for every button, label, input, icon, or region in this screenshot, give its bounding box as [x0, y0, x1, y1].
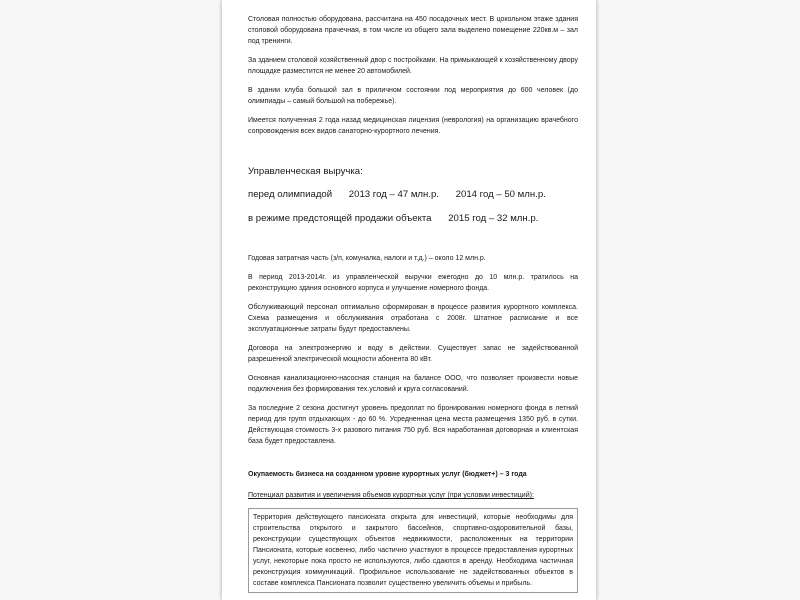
revenue-line-2-label: в режиме предстоящей продажи объекта — [248, 213, 432, 224]
payback-heading: Окупаемость бизнеса на созданном уровне курортных услуг (бюджет+) – 3 года — [248, 471, 527, 478]
potential-subheading: Потенциал развития и увеличения объемов курортных услуг (при условии инвестиций): — [248, 492, 534, 499]
paragraph-license: Имеется полученная 2 года назад медицинская лицензия (неврология) на организацию врачебного сопровождения всех видов санаторно-курортного лечения. — [248, 117, 578, 135]
revenue-line-1-label: перед олимпиадой — [248, 189, 333, 200]
revenue-line-2 — [248, 212, 578, 225]
paragraph-staff: Обслуживающий персонал оптимально сформирован в процессе развития курортного комплекса. Схема размещения и обслуживания отработана с 2008г. Штатное расписание и все эксплуатационные затраты будут предоставлены. — [248, 304, 578, 333]
paragraph-canteen: Столовая полностью оборудована, рассчитана на 450 посадочных мест. В цокольном этаже здания столовой оборудована прачечная, в том числе из общего зала выделено помещение 220кв.м – зал под тренинги. — [248, 16, 578, 45]
revenue-2014: 2014 год – 50 млн.р. — [455, 189, 546, 200]
paragraph-sewage: Основная канализационно-насосная станция на балансе ООО, что позволяет произвести новые подключения без формирования тех.условий и круга согласований. — [248, 375, 578, 393]
revenue-2013: 2013 год – 47 млн.р. — [348, 189, 439, 200]
paragraph-utilities: Договора на электроэнергию и воду в действии. Существует запас не задействованной разрешенной электрической мощности абонента 80 кВт. — [248, 345, 578, 363]
investment-box: Территория действующего пансионата открыта для инвестиций, которые необходимы для строительства открытого и закрытого бассейнов, спортивно-оздоровительной базы, реконструкции существующих объектов недвижимости, расположенных на территории Пансионата, которые косвенно, либо частично участвуют в процессе предоставления курортных услуг, некоторые пока просто не используются, либо сдаются в аренду. Необходима частичная реконструкция коммуникаций. Профильное использование не задействованных объектов в составе комплекса Пансионата позволит существенно увеличить объемы и прибыль. — [248, 508, 578, 593]
document-content — [248, 14, 578, 593]
paragraph-bookings: За последние 2 сезона достигнут уровень предоплат по бронированию номерного фонда в летний период для групп отдыхающих - до 60 %. Усредненная цена места размещения 1350 руб. в сутки. Действующая стоимость 3-х разового питания 750 руб. Вся наработанная договорная и клиентская база будет предоставлена. — [248, 405, 578, 445]
paragraph-costs: Годовая затратная часть (з/п, комуналка, налоги и т.д.) – около 12 млн.р. — [248, 255, 486, 262]
revenue-line-1 — [248, 188, 578, 201]
paragraph-club: В здании клуба большой зал в приличном состоянии под мероприятия до 600 человек (до олимпиады – самый большой на побережье). — [248, 87, 578, 105]
paragraph-reconstruction: В период 2013-2014г. из управленческой выручки ежегодно до 10 млн.р. тратилось на реконструкцию здания основного корпуса и улучшение номерного фонда. — [248, 274, 578, 292]
paragraph-yard: За зданием столовой хозяйственный двор с постройками. На примыкающей к хозяйственному двору площадке разместится не менее 20 автомобилей. — [248, 57, 578, 75]
document-page — [222, 0, 596, 600]
revenue-title: Управленческая выручка: — [248, 166, 363, 177]
revenue-2015: 2015 год – 32 млн.р. — [448, 213, 539, 224]
